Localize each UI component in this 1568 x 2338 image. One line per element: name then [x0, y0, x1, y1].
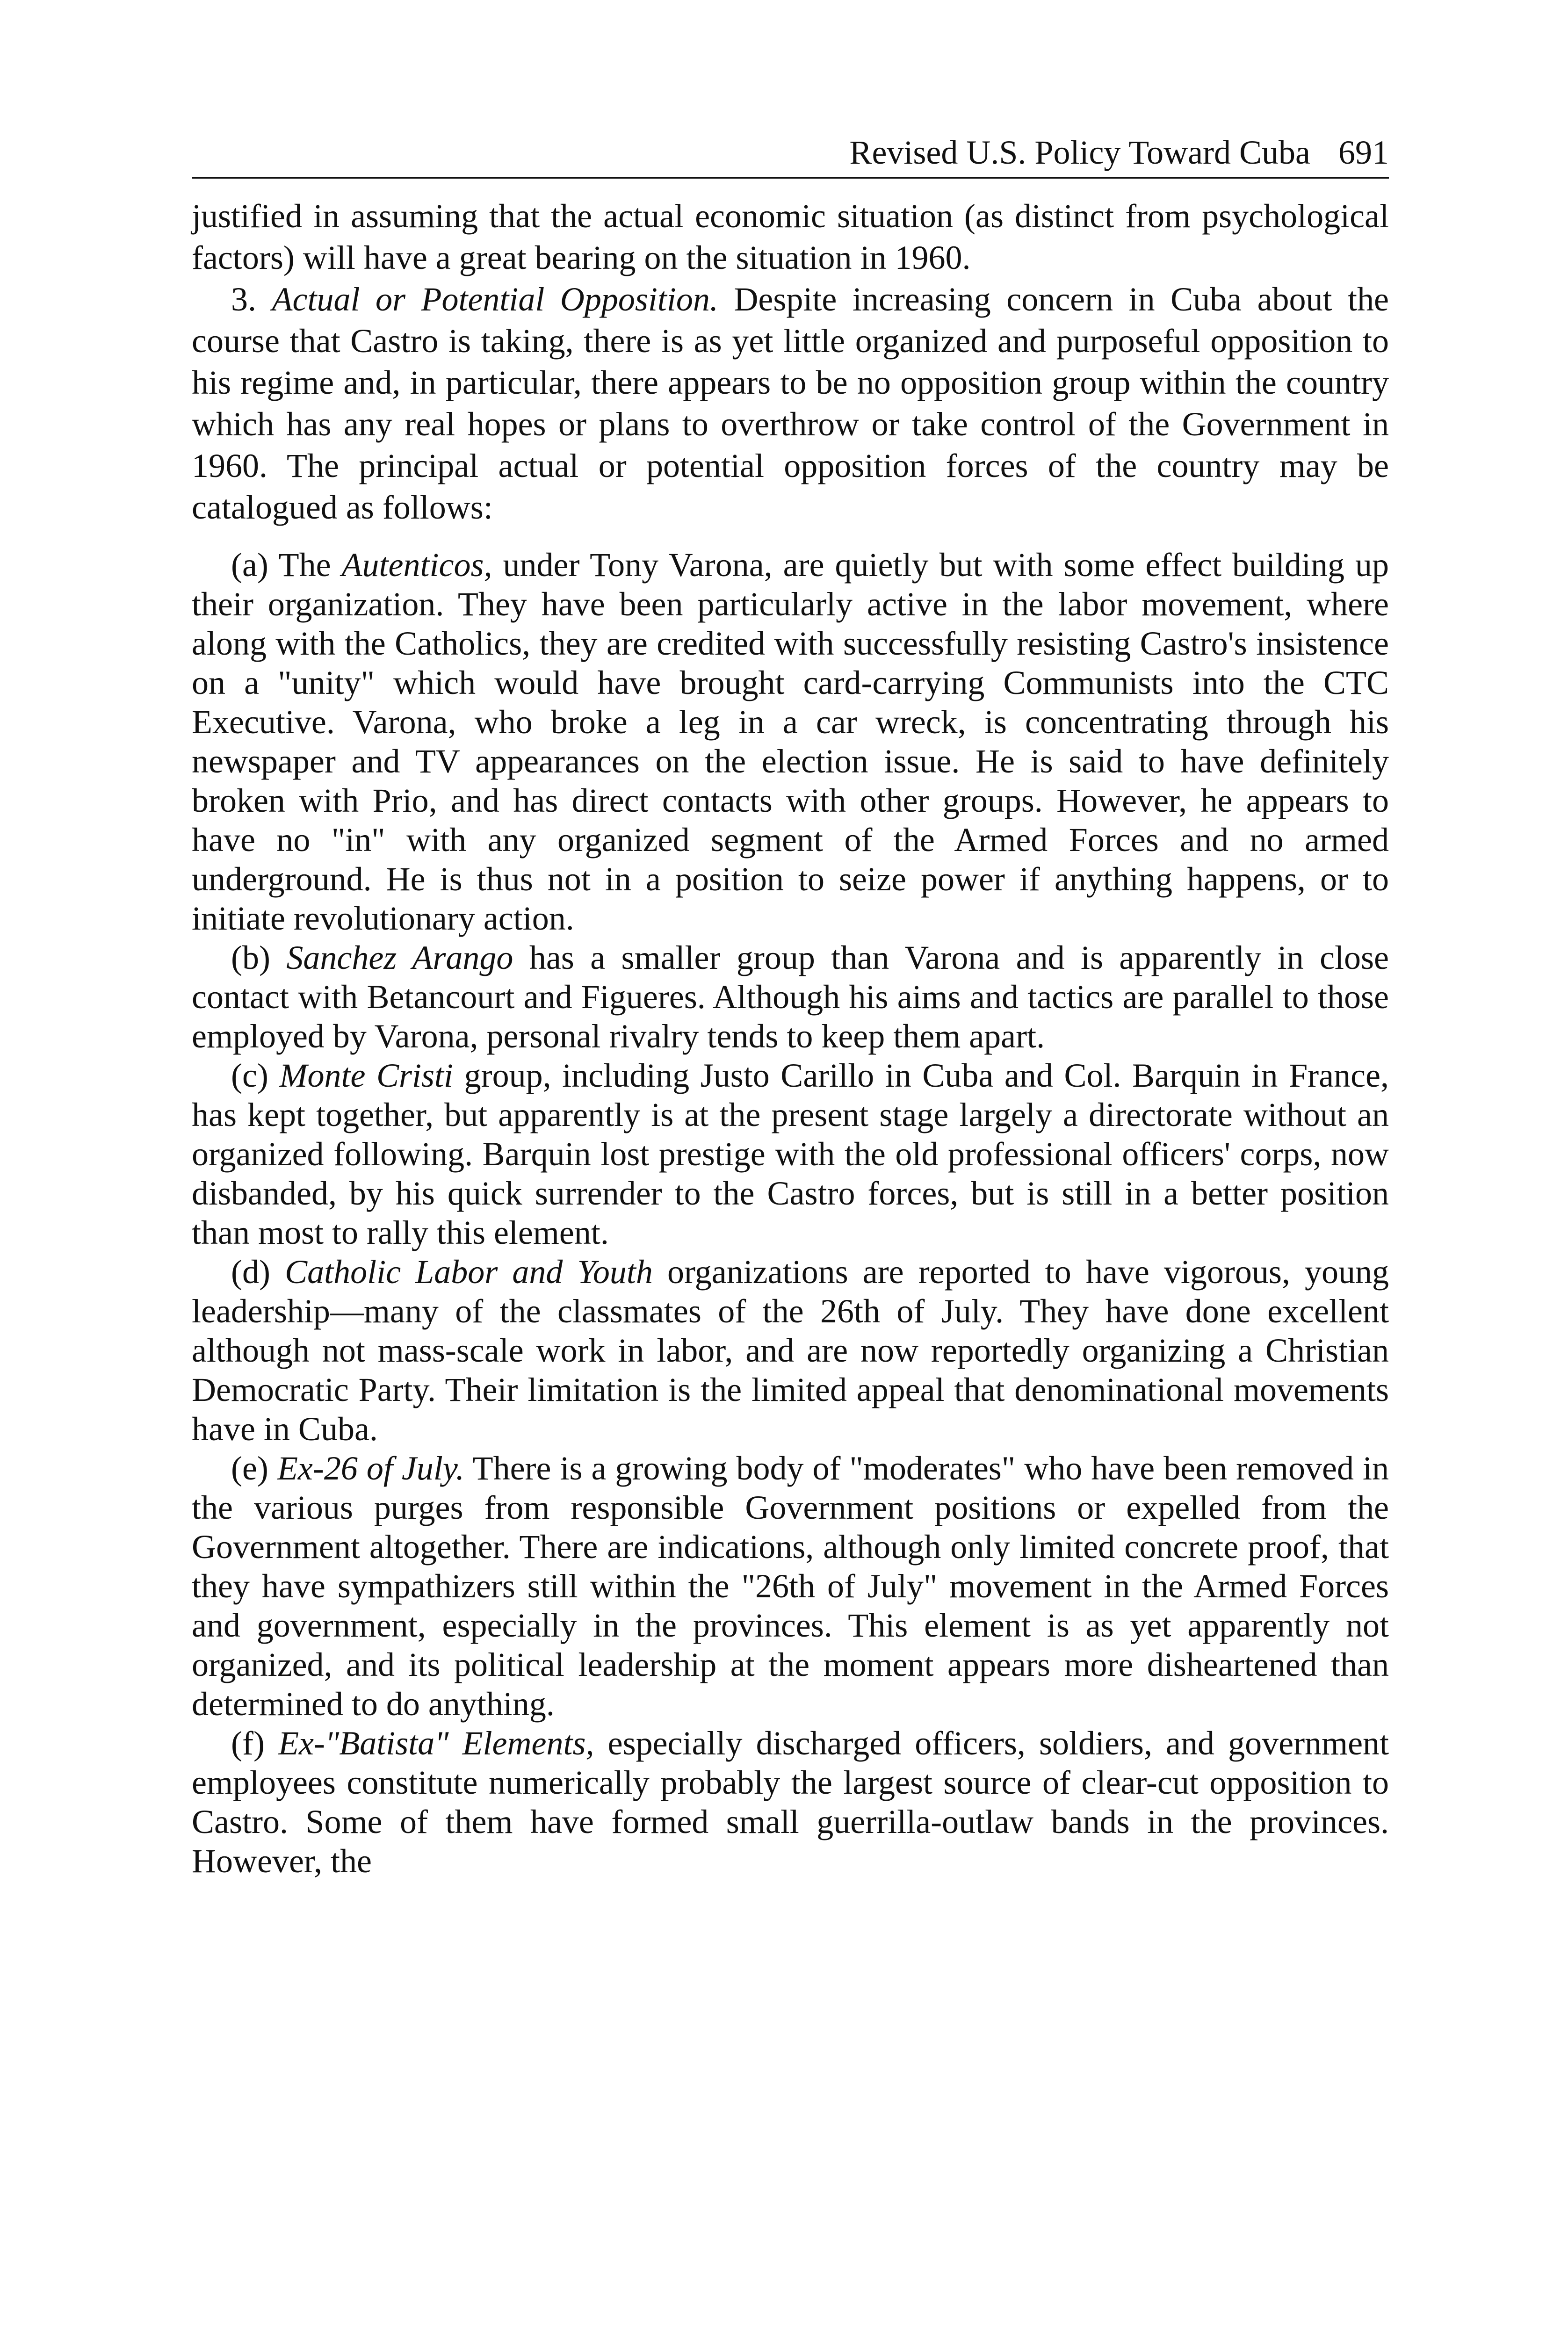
item-label: (c)	[231, 1057, 268, 1094]
opposition-list	[192, 545, 1389, 1881]
page-number: 691	[1338, 134, 1389, 171]
item-text: has a smaller group than Varona and is apparently in close contact with Betancourt and Figueres. Although his aims and tactics are parallel to those employed by Varona, personal rivalry tends to keep them apart.	[192, 939, 1389, 1055]
item-label: (e)	[231, 1450, 268, 1487]
item-label: (f)	[231, 1725, 265, 1762]
item-name: Monte Cristi	[279, 1057, 454, 1094]
list-item	[192, 1724, 1389, 1881]
item-text: under Tony Varona, are quietly but with some effect building up their organization. They have been particularly active in the labor movement, where along with the Catholics, they are credited with successfully resisting Castro's insistence on a "unity" which would have brought card-carrying Communists into the CTC Executive. Varona, who broke a leg in a car wreck, is concentrating through his newspaper and TV appearances on the election issue. He is said to have definitely broken with Prio, and has direct contacts with other groups. However, he appears to have no "in" with any organized segment of the Armed Forces and no armed underground. He is thus not in a position to seize power if anything happens, or to initiate revolutionary action.	[192, 546, 1389, 937]
list-item	[192, 1056, 1389, 1252]
item-label: (d)	[231, 1253, 270, 1291]
item-text: group, including Justo Carillo in Cuba and Col. Barquin in France, has kept together, but apparently is at the present stage largely a directorate without an organized following. Barquin lost prestige with the old professional officers' corps, now disbanded, by his quick surrender to the Castro forces, but is still in a better position than most to rally this element.	[192, 1057, 1389, 1251]
item-name: Sanchez Arango	[286, 939, 513, 976]
section-text: Despite increasing concern in Cuba about the course that Castro is taking, there is as yet little organized and purposeful opposition to his regime and, in particular, there appears to be no opposition group within the country which has any real hopes or plans to overthrow or take control of the Government in 1960. The principal actual or potential opposition forces of the country may be catalogued as follows:	[192, 281, 1389, 526]
paragraph-2	[192, 279, 1389, 528]
running-head	[192, 136, 1389, 179]
section-number: 3.	[231, 281, 256, 318]
item-name: Autenticos,	[341, 546, 492, 584]
item-label: (a) The	[231, 546, 331, 584]
list-item	[192, 1449, 1389, 1724]
item-name: Ex-"Batista" Elements,	[278, 1725, 594, 1762]
list-item	[192, 545, 1389, 938]
running-title: Revised U.S. Policy Toward Cuba	[849, 134, 1310, 171]
list-item	[192, 938, 1389, 1056]
body-text	[192, 195, 1389, 528]
paragraph-1: justified in assuming that the actual economic situation (as distinct from psychological factors) will have a great bearing on the situation in 1960.	[192, 197, 1389, 276]
item-name: Ex-26 of July.	[277, 1450, 464, 1487]
item-name: Catholic Labor and Youth	[285, 1253, 653, 1291]
item-text: organizations are reported to have vigorous, young leadership—many of the classmates of the 26th of July. They have done excellent although not mass-scale work in labor, and are now reportedly organizing a Christian Democratic Party. Their limitation is the limited appeal that denominational movements have in Cuba.	[192, 1253, 1389, 1448]
document-page	[192, 136, 1389, 1881]
section-heading: Actual or Potential Opposition.	[272, 281, 718, 318]
item-label: (b)	[231, 939, 270, 976]
list-item	[192, 1252, 1389, 1449]
item-text: especially discharged officers, soldiers, and government employees constitute numerically probably the largest source of clear-cut opposition to Castro. Some of them have formed small guerrilla-outlaw bands in the provinces. However, the	[192, 1725, 1389, 1880]
item-text: There is a growing body of "moderates" who have been removed in the various purges from responsible Government positions or expelled from the Government altogether. There are indications, although only limited concrete proof, that they have sympathizers still within the "26th of July" movement in the Armed Forces and government, especially in the provinces. This element is as yet apparently not organized, and its political leadership at the moment appears more disheartened than determined to do anything.	[192, 1450, 1389, 1723]
